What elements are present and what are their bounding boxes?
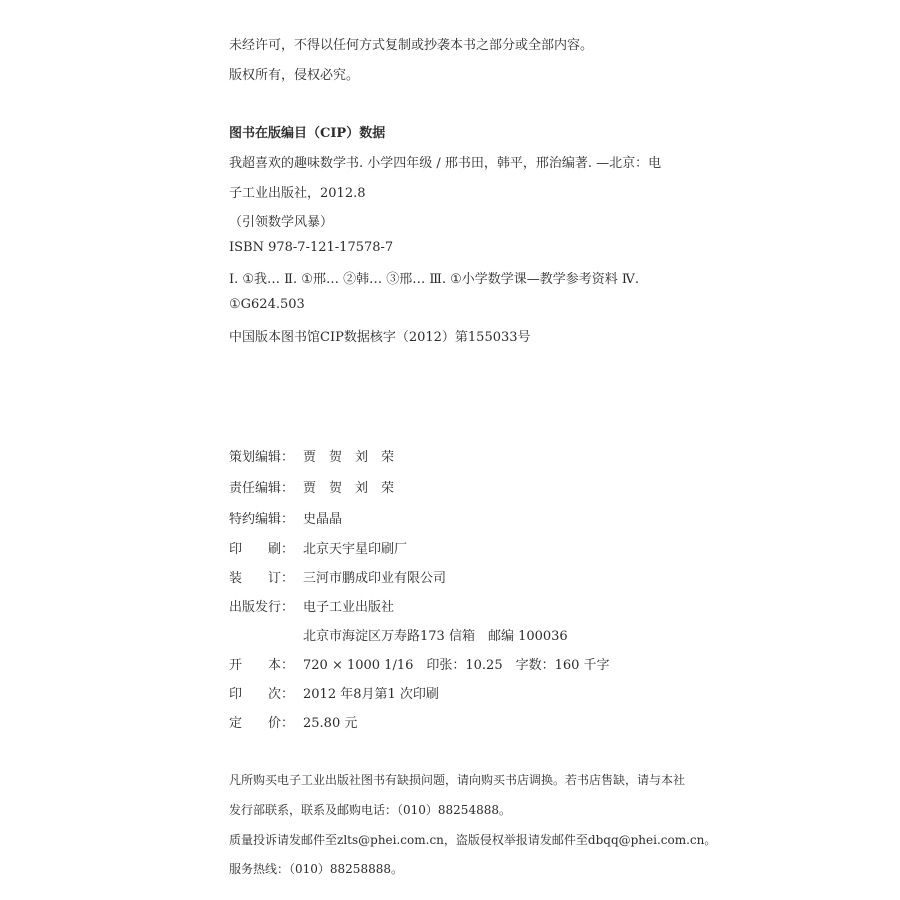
credit-value: 北京市海淀区万寿路173 信箱 邮编 100036 [303, 629, 568, 644]
cip-record-number: 中国版本图书馆CIP数据核字（2012）第155033号 [229, 330, 531, 345]
copyright-notice: 未经许可，不得以任何方式复制或抄袭本书之部分或全部内容。 [229, 38, 594, 53]
credit-printer [229, 538, 407, 557]
credit-label: 特约编辑： [229, 512, 295, 527]
credit-label: 策划编辑： [229, 450, 295, 465]
credit-value: 北京天宇星印刷厂 [303, 542, 408, 557]
credit-responsible-editor [229, 477, 394, 496]
cip-subject-line: Ⅰ. ①我… Ⅱ. ①邢… ②韩… ③邢… Ⅲ. ①小学数学课—教学参考资料 Ⅳ. [229, 272, 640, 287]
credit-edition [229, 683, 439, 702]
cip-publisher-line: 子工业出版社，2012.8 [229, 186, 366, 201]
footer-complaint-email: 质量投诉请发邮件至zlts@phei.com.cn，盗版侵权举报请发邮件至dbqq@phei.com.cn。 [229, 833, 717, 847]
cip-isbn: ISBN 978-7-121-17578-7 [229, 240, 394, 255]
cip-heading: 图书在版编目（CIP）数据 [229, 126, 386, 141]
cip-classification: ①G624.503 [229, 297, 305, 312]
credit-value: 电子工业出版社 [303, 600, 395, 615]
credit-label: 印 刷： [229, 542, 295, 557]
credit-binder [229, 567, 446, 586]
credit-label: 装 订： [229, 571, 295, 586]
credit-address [229, 625, 568, 644]
credit-price [229, 712, 357, 731]
credit-value: 贾 贺 刘 荣 [303, 481, 395, 496]
credit-label: 开 本： [229, 658, 295, 673]
footer-return-policy: 凡所购买电子工业出版社图书有缺损问题，请向购买书店调换。若书店售缺，请与本社 [229, 773, 686, 787]
cip-title-line: 我超喜欢的趣味数学书. 小学四年级 / 邢书田，韩平，邢治编著. —北京：电 [229, 156, 662, 171]
credit-value: 720 × 1000 1/16 印张：10.25 字数：160 千字 [303, 658, 610, 673]
footer-contact-phone: 发行部联系，联系及邮购电话：（010）88254888。 [229, 803, 511, 817]
credit-label: 责任编辑： [229, 481, 295, 496]
credit-value: 2012 年8月第1 次印刷 [303, 687, 439, 702]
credit-special-editor [229, 508, 342, 527]
footer-service-hotline: 服务热线：（010）88258888。 [229, 862, 403, 876]
credit-label: 出版发行： [229, 600, 295, 615]
credit-distributor [229, 596, 394, 615]
credit-format [229, 654, 610, 673]
credit-label: 印 次： [229, 687, 295, 702]
credit-value: 贾 贺 刘 荣 [303, 450, 395, 465]
credit-value: 25.80 元 [303, 716, 358, 731]
rights-reserved: 版权所有，侵权必究。 [229, 68, 360, 83]
credit-value: 三河市鹏成印业有限公司 [303, 571, 447, 586]
credit-planning-editor [229, 446, 394, 465]
cip-series: （引领数学风暴） [229, 215, 334, 230]
credit-value: 史晶晶 [303, 512, 343, 527]
credit-label: 定 价： [229, 716, 295, 731]
